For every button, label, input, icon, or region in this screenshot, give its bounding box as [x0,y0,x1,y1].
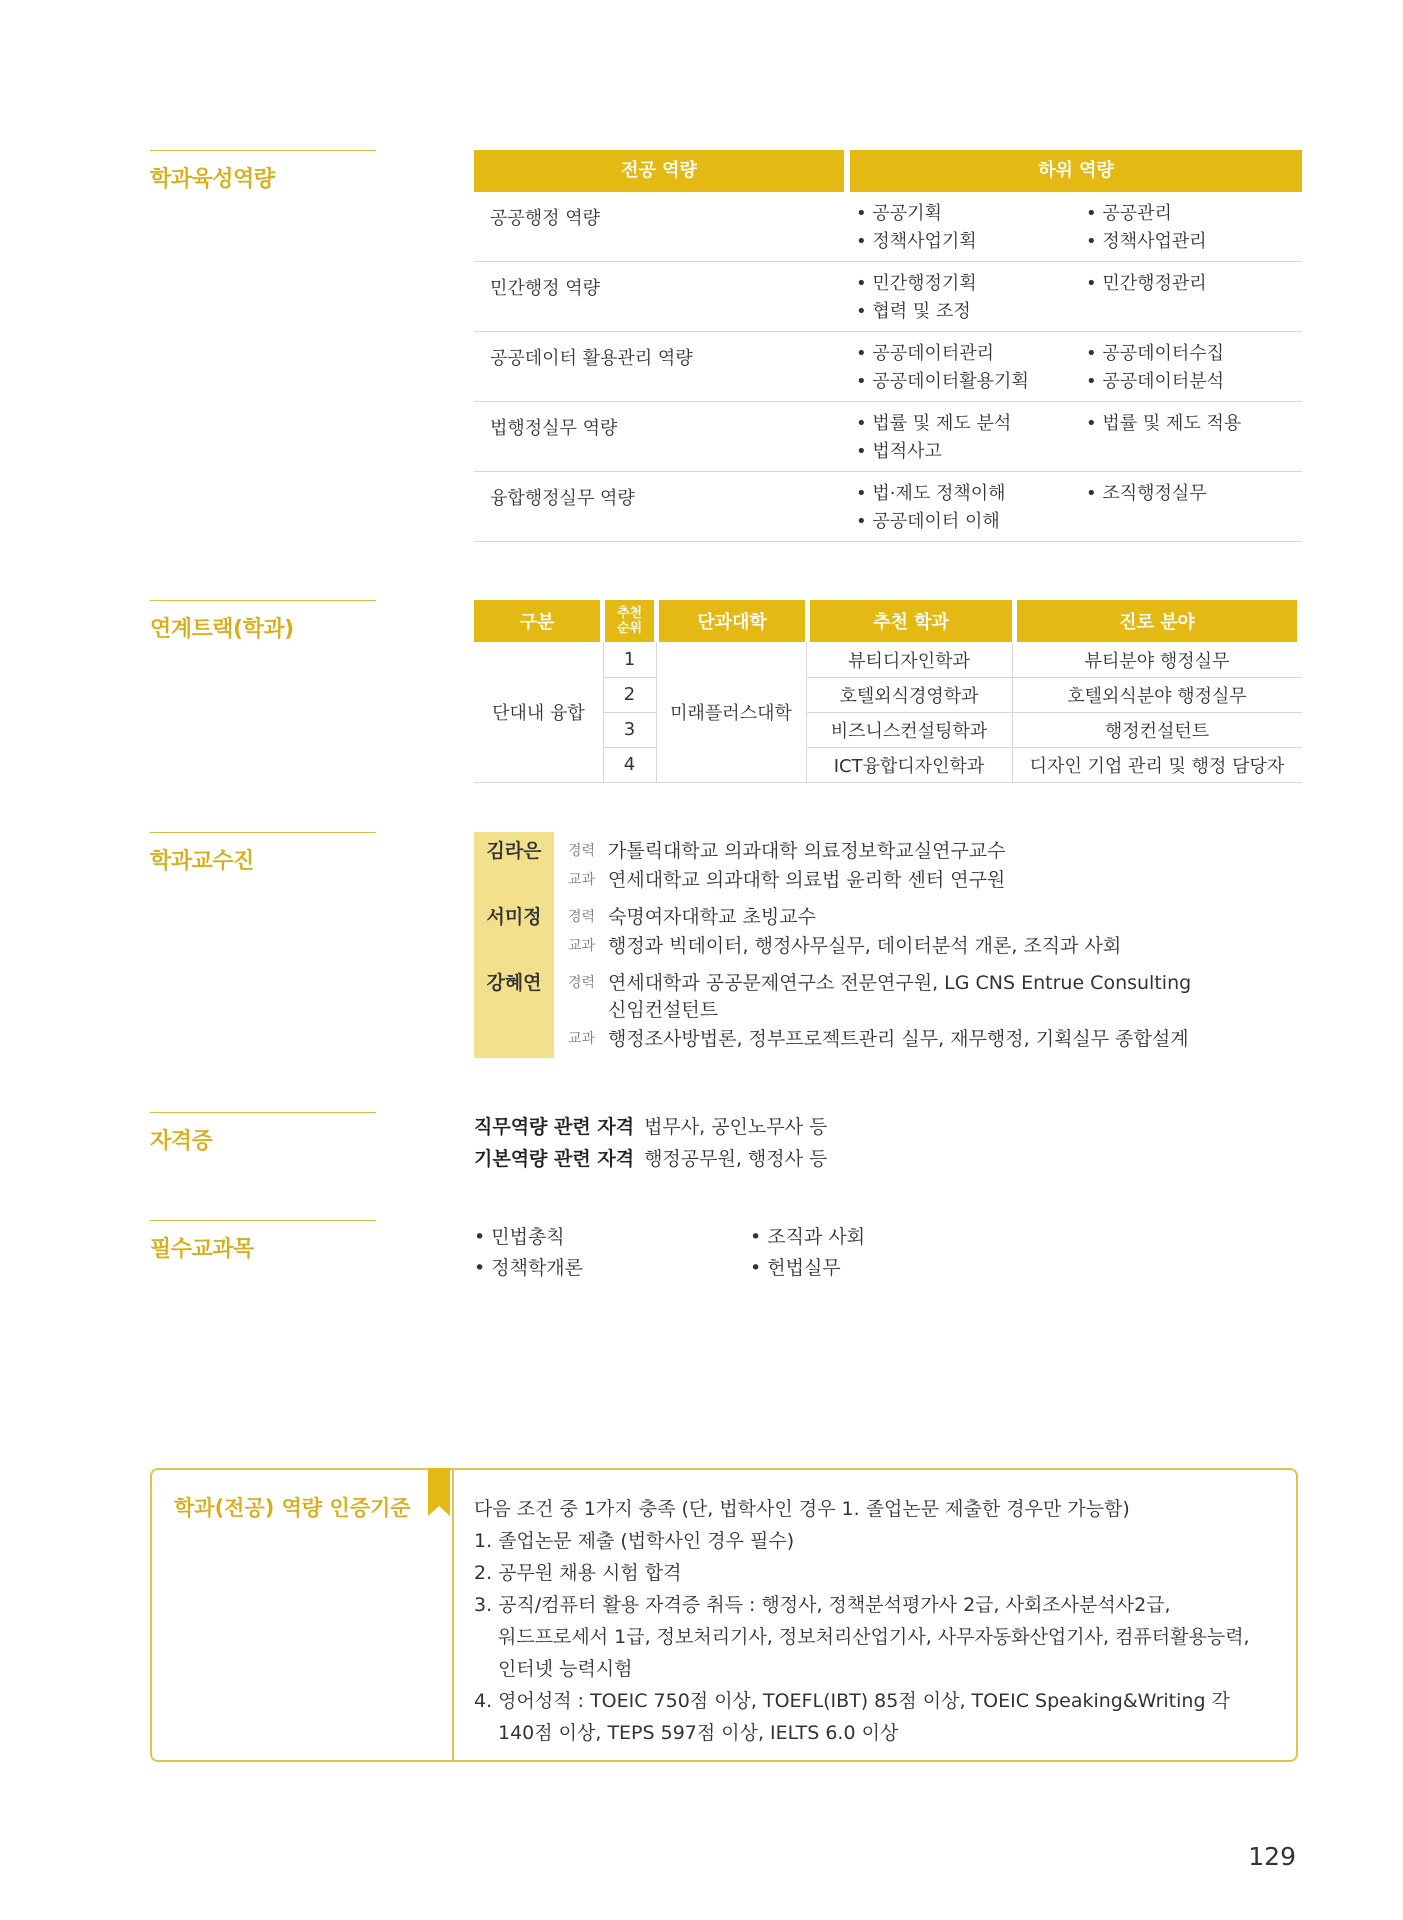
sub-item: • 법률 및 제도 적용 [1086,413,1242,434]
certificate-row [474,1112,827,1139]
department-cell: 뷰티디자인학과 [848,650,970,672]
header-rank [605,600,654,642]
certificate-value: 행정공무원, 행정사 등 [644,1148,828,1170]
rank-cell: 3 [623,719,636,740]
sub-item: • 공공데이터수집 [1086,343,1225,364]
major-cell: 융합행정실무 역량 [490,488,635,509]
competency-table-header [474,150,1302,192]
course-tag: 교과 [568,1031,596,1047]
certificate-row [474,1144,827,1171]
faculty-courses: 행정과 빅데이터, 행정사무실무, 데이터분석 개론, 조직과 사회 [608,935,1122,957]
criteria-line: 인터넷 능력시험 [498,1658,633,1680]
major-cell: 민간행정 역량 [490,278,601,299]
faculty-courses: 연세대학교 의과대학 의료법 윤리학 센터 연구원 [608,869,1006,891]
faculty-name: 서미정 [486,906,542,928]
faculty-name-highlight [474,832,554,1058]
sub-cell [1074,192,1302,261]
header-college: 단과대학 [659,600,805,642]
table-row [474,402,1302,472]
header-sub-competency: 하위 역량 [850,150,1302,192]
sub-cell [844,472,1074,541]
sub-item: • 정책사업기획 [856,231,977,252]
sub-item: • 협력 및 조정 [856,301,971,322]
sub-item: • 민간행정관리 [1086,273,1207,294]
sub-item: • 공공데이터활용기획 [856,371,1029,392]
criteria-divider [452,1470,454,1760]
rank-cell: 4 [623,754,636,775]
certification-criteria-box [150,1468,1298,1762]
required-course: • 헌법실무 [750,1257,841,1279]
header-rank-bottom: 순위 [616,621,643,636]
faculty-name: 김라은 [486,840,542,862]
criteria-line: 다음 조건 중 1가지 충족 (단, 법학사인 경우 1. 졸업논문 제출한 경우만 가능함) [474,1498,1130,1520]
sub-item: • 공공데이터관리 [856,343,995,364]
track-table-body [474,642,1302,782]
certificate-label: 직무역량 관련 자격 [474,1116,635,1138]
career-tag: 경력 [568,843,596,859]
sub-cell [844,192,1074,261]
course-tag: 교과 [568,872,596,888]
faculty-career-continued: 신임컨설턴트 [608,999,719,1021]
certificate-label: 기본역량 관련 자격 [474,1148,635,1170]
course-tag: 교과 [568,938,596,954]
sub-cell [1074,402,1302,471]
competency-table [474,150,1302,542]
criteria-line: 3. 공직/컴퓨터 활용 자격증 취득 : 행정사, 정책분석평가사 2급, 사회조사분석사2급, [474,1594,1171,1616]
section-title-required: 필수교과목 [150,1220,376,1263]
table-row [474,472,1302,542]
career-tag: 경력 [568,909,596,925]
faculty-courses: 행정조사방법론, 정부프로젝트관리 실무, 재무행정, 기획실무 종합설계 [608,1028,1189,1050]
major-cell: 공공행정 역량 [490,208,601,229]
criteria-line: 140점 이상, TEPS 597점 이상, IELTS 6.0 이상 [498,1722,899,1744]
department-cell: 비즈니스컨설팅학과 [830,720,988,742]
sub-cell [1074,472,1302,541]
sub-item: • 공공관리 [1086,203,1172,224]
major-cell: 공공데이터 활용관리 역량 [490,348,693,369]
career-cell: 행정컨설턴트 [1104,720,1210,742]
header-major-competency: 전공 역량 [474,150,844,192]
faculty-name: 강혜연 [486,972,542,994]
header-career: 진로 분야 [1017,600,1297,642]
table-row [474,332,1302,402]
category-cell: 단대내 융합 [492,703,585,724]
career-tag: 경력 [568,975,596,991]
page-number: 129 [1248,1842,1296,1871]
sub-cell [844,332,1074,401]
sub-item: • 법률 및 제도 분석 [856,413,1012,434]
sub-item: • 법·제도 정책이해 [856,483,1006,504]
rank-cell: 2 [623,684,636,705]
department-cell: 호텔외식경영학과 [839,685,979,707]
sub-item: • 정책사업관리 [1086,231,1207,252]
faculty-career: 연세대학과 공공문제연구소 전문연구원, LG CNS Entrue Consulting [608,972,1192,994]
department-cell: ICT융합디자인학과 [833,755,985,777]
section-title-certificate: 자격증 [150,1112,376,1155]
sub-cell [844,402,1074,471]
career-cell: 호텔외식분야 행정실무 [1067,685,1247,707]
required-course: • 조직과 사회 [750,1226,866,1248]
sub-item: • 공공기획 [856,203,942,224]
section-title-competency: 학과육성역량 [150,150,376,193]
sub-item: • 민간행정기획 [856,273,977,294]
sub-item: • 법적사고 [856,441,942,462]
criteria-line: 4. 영어성적 : TOEIC 750점 이상, TOEFL(IBT) 85점 이상, TOEIC Speaking&Writing 각 [474,1690,1230,1712]
criteria-title: 학과(전공) 역량 인증기준 [174,1496,411,1520]
criteria-line: 1. 졸업논문 제출 (법학사인 경우 필수) [474,1530,795,1552]
bookmark-ribbon-icon [428,1468,450,1516]
rank-cell: 1 [623,649,636,670]
faculty-career: 숙명여자대학교 초빙교수 [608,906,816,928]
sub-item: • 공공데이터분석 [1086,371,1225,392]
header-rank-top: 추천 [616,606,643,621]
header-category: 구분 [474,600,600,642]
major-cell: 법행정실무 역량 [490,418,618,439]
required-course: • 민법총칙 [474,1226,565,1248]
required-course: • 정책학개론 [474,1257,584,1279]
faculty-career: 가톨릭대학교 의과대학 의료정보학교실연구교수 [608,840,1006,862]
track-table [474,600,1302,782]
section-title-track: 연계트랙(학과) [150,600,376,643]
sub-item: • 공공데이터 이해 [856,511,1000,532]
table-row [474,192,1302,262]
career-cell: 디자인 기업 관리 및 행정 담당자 [1029,755,1285,777]
college-cell: 미래플러스대학 [670,703,792,724]
faculty-list [474,832,1304,1058]
sub-item: • 조직행정실무 [1086,483,1207,504]
criteria-line: 워드프로세서 1급, 정보처리기사, 정보처리산업기사, 사무자동화산업기사, 컴퓨터활용능력, [498,1626,1250,1648]
sub-cell [1074,262,1302,331]
certificate-value: 법무사, 공인노무사 등 [644,1116,828,1138]
career-cell: 뷰티분야 행정실무 [1084,650,1230,672]
sub-cell [844,262,1074,331]
criteria-line: 2. 공무원 채용 시험 합격 [474,1562,682,1584]
sub-cell [1074,332,1302,401]
table-row [474,262,1302,332]
section-title-faculty: 학과교수진 [150,832,376,875]
header-department: 추천 학과 [810,600,1012,642]
track-table-header [474,600,1302,642]
table-divider [474,782,1302,783]
